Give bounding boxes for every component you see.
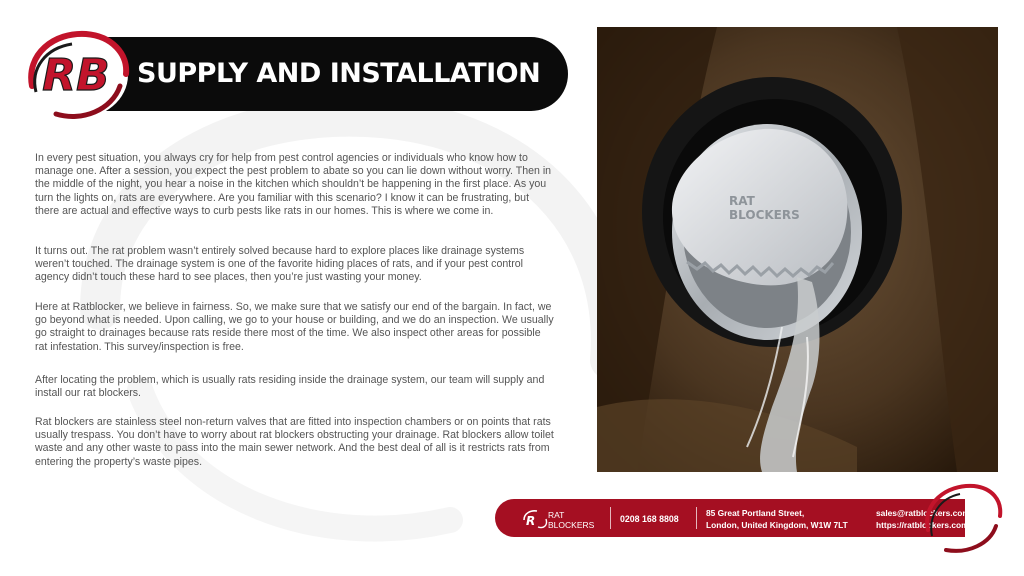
footer-website[interactable]: https://ratblockers.com [876, 520, 969, 530]
rb-logo [20, 26, 132, 124]
footer-brand-line2: BLOCKERS [548, 520, 595, 530]
footer-swirl-logo [918, 480, 1004, 556]
footer-brand-line1: RAT [548, 510, 565, 520]
footer-email[interactable]: sales@ratblockers.com [876, 508, 970, 518]
page-title: SUPPLY AND INSTALLATION [137, 58, 541, 89]
footer-phone[interactable]: 0208 168 8808 [620, 514, 679, 524]
paragraph-rat-blockers: Rat blockers are stainless steel non-return valves that are fitted into inspection chambers or on points that rats usually trespass. You don’t have to worry about rat blockers obstructing your drainage. Rat blockers allow toilet waste and any other waste to pass into the main sewer network. And the best deal of all is it restricts rats from entering the property’s waste pipes. [35, 416, 554, 468]
paragraph-installation: After locating the problem, which is usually rats residing inside the drainage system, our team will supply and install our rat blockers. [35, 374, 545, 400]
flap-brand-line2: BLOCKERS [729, 208, 800, 222]
flap-brand-line1: RAT [729, 194, 755, 208]
paragraph-intro: In every pest situation, you always cry for help from pest control agencies or individuals who know how to manage one. After a session, you expect the pest problem to abate so you can lie down without worry. Then in the middle of the night, you hear a noise in the kitchen which shouldn’t be happening in the first place. As you turn the lights on, rats are everywhere. Are you familiar with this scenario? I know it can be frustrating, but there are actual and effective ways to curb pests like rats in our homes. This is where we come in. [35, 152, 552, 217]
footer-address-line2: London, United Kingdom, W1W 7LT [706, 520, 848, 530]
rat-blocker-photo [597, 27, 998, 472]
paragraph-inspection: Here at Ratblocker, we believe in fairness. So, we make sure that we satisfy our end of the bargain. In fact, we go beyond what is needed. Upon calling, we go to your house or building, and we do an inspection. We usually go straight to drainages because rats reside there most of the time. We also inspect other areas for possible rat infestation. This survey/inspection is free. [35, 301, 554, 353]
footer-address-line1: 85 Great Portland Street, [706, 508, 805, 518]
footer-brand-logo [522, 509, 602, 531]
svg-text:R: R [526, 514, 536, 528]
logo-letters: RB [42, 50, 110, 101]
footer-divider [696, 507, 697, 529]
footer-divider [610, 507, 611, 529]
paragraph-drainage: It turns out. The rat problem wasn’t entirely solved because hard to explore places like drainage systems weren’t touched. The drainage system is one of the favorite hiding places of rats, and if your pest control agency didn’t touch these hard to see places, then you’re just wasting your money. [35, 245, 525, 284]
